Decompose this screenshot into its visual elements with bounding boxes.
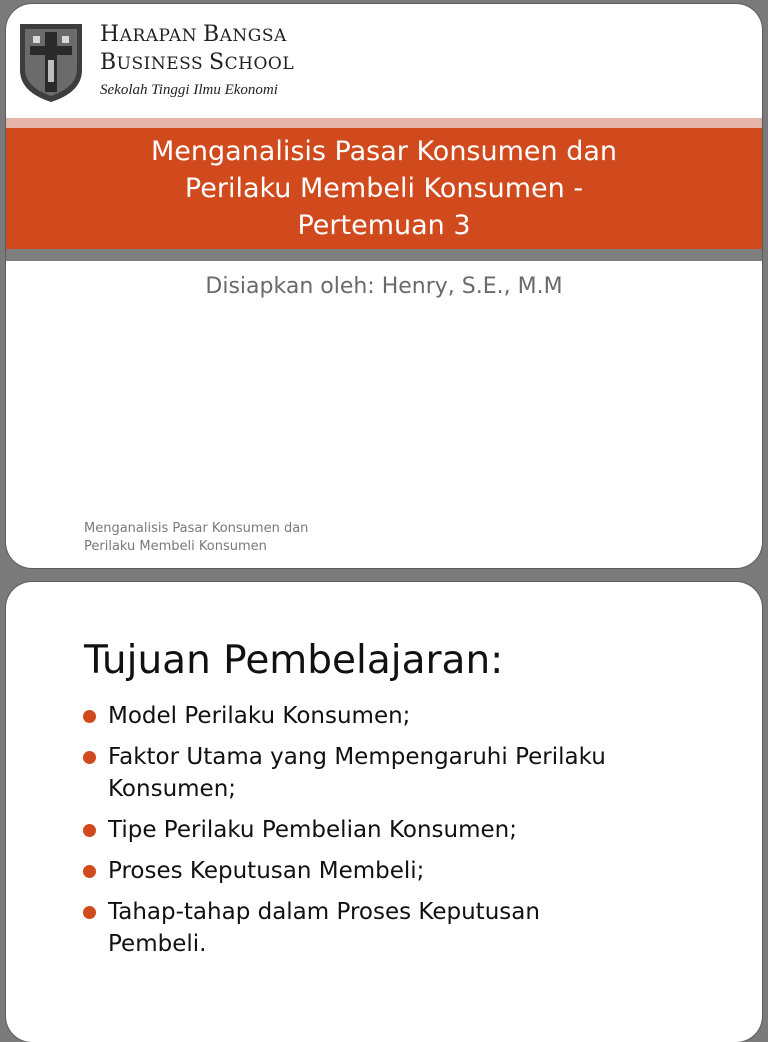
bullet-icon xyxy=(83,824,96,837)
slide-objectives xyxy=(6,582,762,1042)
list-item-text: Tipe Perilaku Pembelian Konsumen; xyxy=(108,817,517,843)
school-logo xyxy=(18,22,348,108)
list-item xyxy=(80,814,740,846)
list-item-text: Faktor Utama yang Mempengaruhi Perilaku xyxy=(108,744,606,770)
school-tagline: Sekolah Tinggi Ilmu Ekonomi xyxy=(100,82,278,98)
title-line: Perilaku Membeli Konsumen - xyxy=(184,173,584,204)
list-item xyxy=(80,700,740,732)
slide-heading: Tujuan Pembelajaran: xyxy=(84,638,504,683)
shield-logo-icon xyxy=(18,22,84,104)
objectives-list xyxy=(80,700,740,969)
school-name-line-1: HARAPAN BANGSA xyxy=(100,22,287,47)
list-item-text: Tahap-tahap dalam Proses Keputusan xyxy=(108,899,540,925)
bullet-icon xyxy=(83,906,96,919)
divider-band xyxy=(6,249,762,261)
bullet-icon xyxy=(83,865,96,878)
footer-text: Perilaku Membeli Konsumen xyxy=(84,539,267,554)
footer-text: Menganalisis Pasar Konsumen dan xyxy=(84,521,309,536)
list-item xyxy=(80,741,740,805)
list-item xyxy=(80,896,740,960)
list-item xyxy=(80,855,740,887)
list-item-text: Proses Keputusan Membeli; xyxy=(108,858,425,884)
list-item-text: Pembeli. xyxy=(108,931,207,957)
title-band xyxy=(6,128,762,249)
title-line: Menganalisis Pasar Konsumen dan xyxy=(150,136,618,167)
bullet-icon xyxy=(83,710,96,723)
accent-band xyxy=(6,118,762,128)
bullet-icon xyxy=(83,751,96,764)
slide-title xyxy=(6,4,762,568)
list-item-text: Model Perilaku Konsumen; xyxy=(108,703,411,729)
school-name-line-2: BUSINESS SCHOOL xyxy=(100,50,295,75)
presenter-subtitle: Disiapkan oleh: Henry, S.E., M.M xyxy=(205,274,563,299)
list-item-text: Konsumen; xyxy=(108,776,237,802)
title-line: Pertemuan 3 xyxy=(297,210,471,241)
